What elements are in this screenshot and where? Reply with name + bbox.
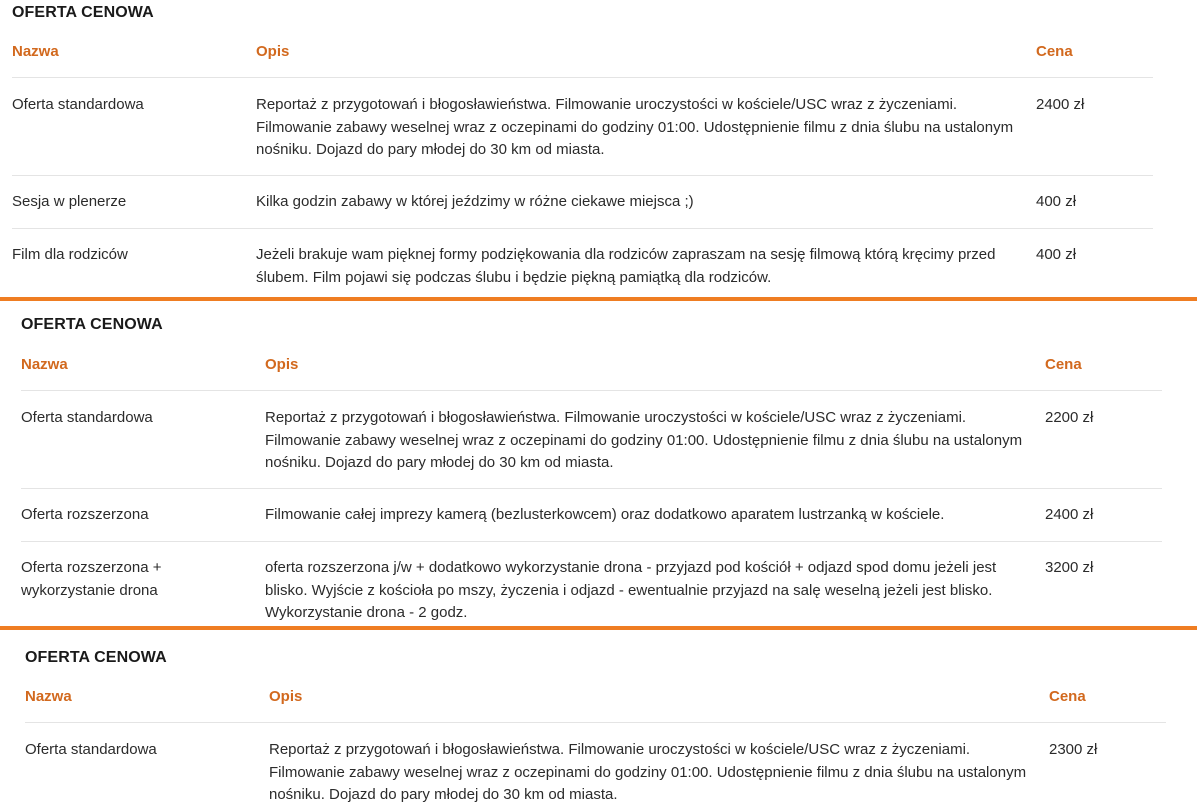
column-header-description: Opis bbox=[256, 43, 290, 60]
section-title: OFERTA CENOWA bbox=[12, 4, 154, 21]
row-price: 2300 zł bbox=[1049, 741, 1098, 758]
price-section-2 bbox=[0, 301, 1197, 626]
row-name: Oferta rozszerzona bbox=[21, 506, 149, 523]
table-divider bbox=[12, 175, 1153, 176]
section-title: OFERTA CENOWA bbox=[25, 649, 167, 666]
row-description: Reportaż z przygotowań i błogosławieństwa. Filmowanie uroczystości w kościele/USC wraz z życzeniami. Filmowanie zabawy weselnej wraz z oczepinami do godziny 01:00. Udostępnienie filmu z dnia ślubu na ustalonym nośniku. Dojazd do pary młodej do 30 km od miasta. bbox=[256, 96, 1014, 158]
column-header-price: Cena bbox=[1045, 356, 1082, 373]
row-name: Sesja w plenerze bbox=[12, 193, 127, 210]
column-header-price: Cena bbox=[1049, 688, 1086, 705]
row-name: Oferta standardowa bbox=[21, 409, 153, 426]
price-section-3 bbox=[0, 630, 1197, 807]
row-name: Oferta standardowa bbox=[25, 741, 157, 758]
column-header-description: Opis bbox=[265, 356, 299, 373]
table-divider bbox=[25, 722, 1166, 723]
row-description: Reportaż z przygotowań i błogosławieństwa. Filmowanie uroczystości w kościele/USC wraz z życzeniami. Filmowanie zabawy weselnej wraz z oczepinami do godziny 01:00. Udostępnienie filmu z dnia ślubu na ustalonym nośniku. Dojazd do pary młodej do 30 km od miasta. bbox=[265, 409, 1023, 471]
price-section-1 bbox=[0, 0, 1197, 297]
table-divider bbox=[21, 390, 1162, 391]
table-divider bbox=[12, 77, 1153, 78]
row-description: Filmowanie całej imprezy kamerą (bezlusterkowcem) oraz dodatkowo aparatem lustrzanką w kościele. bbox=[265, 506, 945, 523]
column-header-name: Nazwa bbox=[21, 356, 68, 373]
column-header-price: Cena bbox=[1036, 43, 1073, 60]
column-header-name: Nazwa bbox=[12, 43, 59, 60]
row-price: 2400 zł bbox=[1045, 506, 1094, 523]
row-price: 3200 zł bbox=[1045, 559, 1094, 576]
row-price: 400 zł bbox=[1036, 246, 1077, 263]
row-price: 400 zł bbox=[1036, 193, 1077, 210]
table-divider bbox=[21, 541, 1162, 542]
row-price: 2200 zł bbox=[1045, 409, 1094, 426]
row-description: oferta rozszerzona j/w + dodatkowo wykorzystanie drona - przyjazd pod kościół + odjazd spod domu jeżeli jest blisko. Wyjście z kościoła po mszy, życzenia i odjazd - ewentualnie przyjazd na salę weselną jeżeli jest blisko. Wykorzystanie drona - 2 godz. bbox=[265, 559, 997, 621]
row-description: Kilka godzin zabawy w której jeździmy w różne ciekawe miejsca ;) bbox=[256, 193, 694, 210]
row-description: Jeżeli brakuje wam pięknej formy podziękowania dla rodziców zapraszam na sesję filmową którą kręcimy przed ślubem. Film pojawi się podczas ślubu i będzie piękną pamiątką dla rodziców. bbox=[256, 246, 996, 286]
section-title: OFERTA CENOWA bbox=[21, 316, 163, 333]
table-divider bbox=[21, 488, 1162, 489]
column-header-name: Nazwa bbox=[25, 688, 72, 705]
row-description: Reportaż z przygotowań i błogosławieństwa. Filmowanie uroczystości w kościele/USC wraz z życzeniami. Filmowanie zabawy weselnej wraz z oczepinami do godziny 01:00. Udostępnienie filmu z dnia ślubu na ustalonym nośniku. Dojazd do pary młodej do 30 km od miasta. bbox=[269, 741, 1027, 803]
row-name: Oferta rozszerzona + wykorzystanie drona bbox=[21, 559, 162, 599]
row-name: Oferta standardowa bbox=[12, 96, 144, 113]
row-price: 2400 zł bbox=[1036, 96, 1085, 113]
table-divider bbox=[12, 228, 1153, 229]
row-name: Film dla rodziców bbox=[12, 246, 128, 263]
column-header-description: Opis bbox=[269, 688, 303, 705]
